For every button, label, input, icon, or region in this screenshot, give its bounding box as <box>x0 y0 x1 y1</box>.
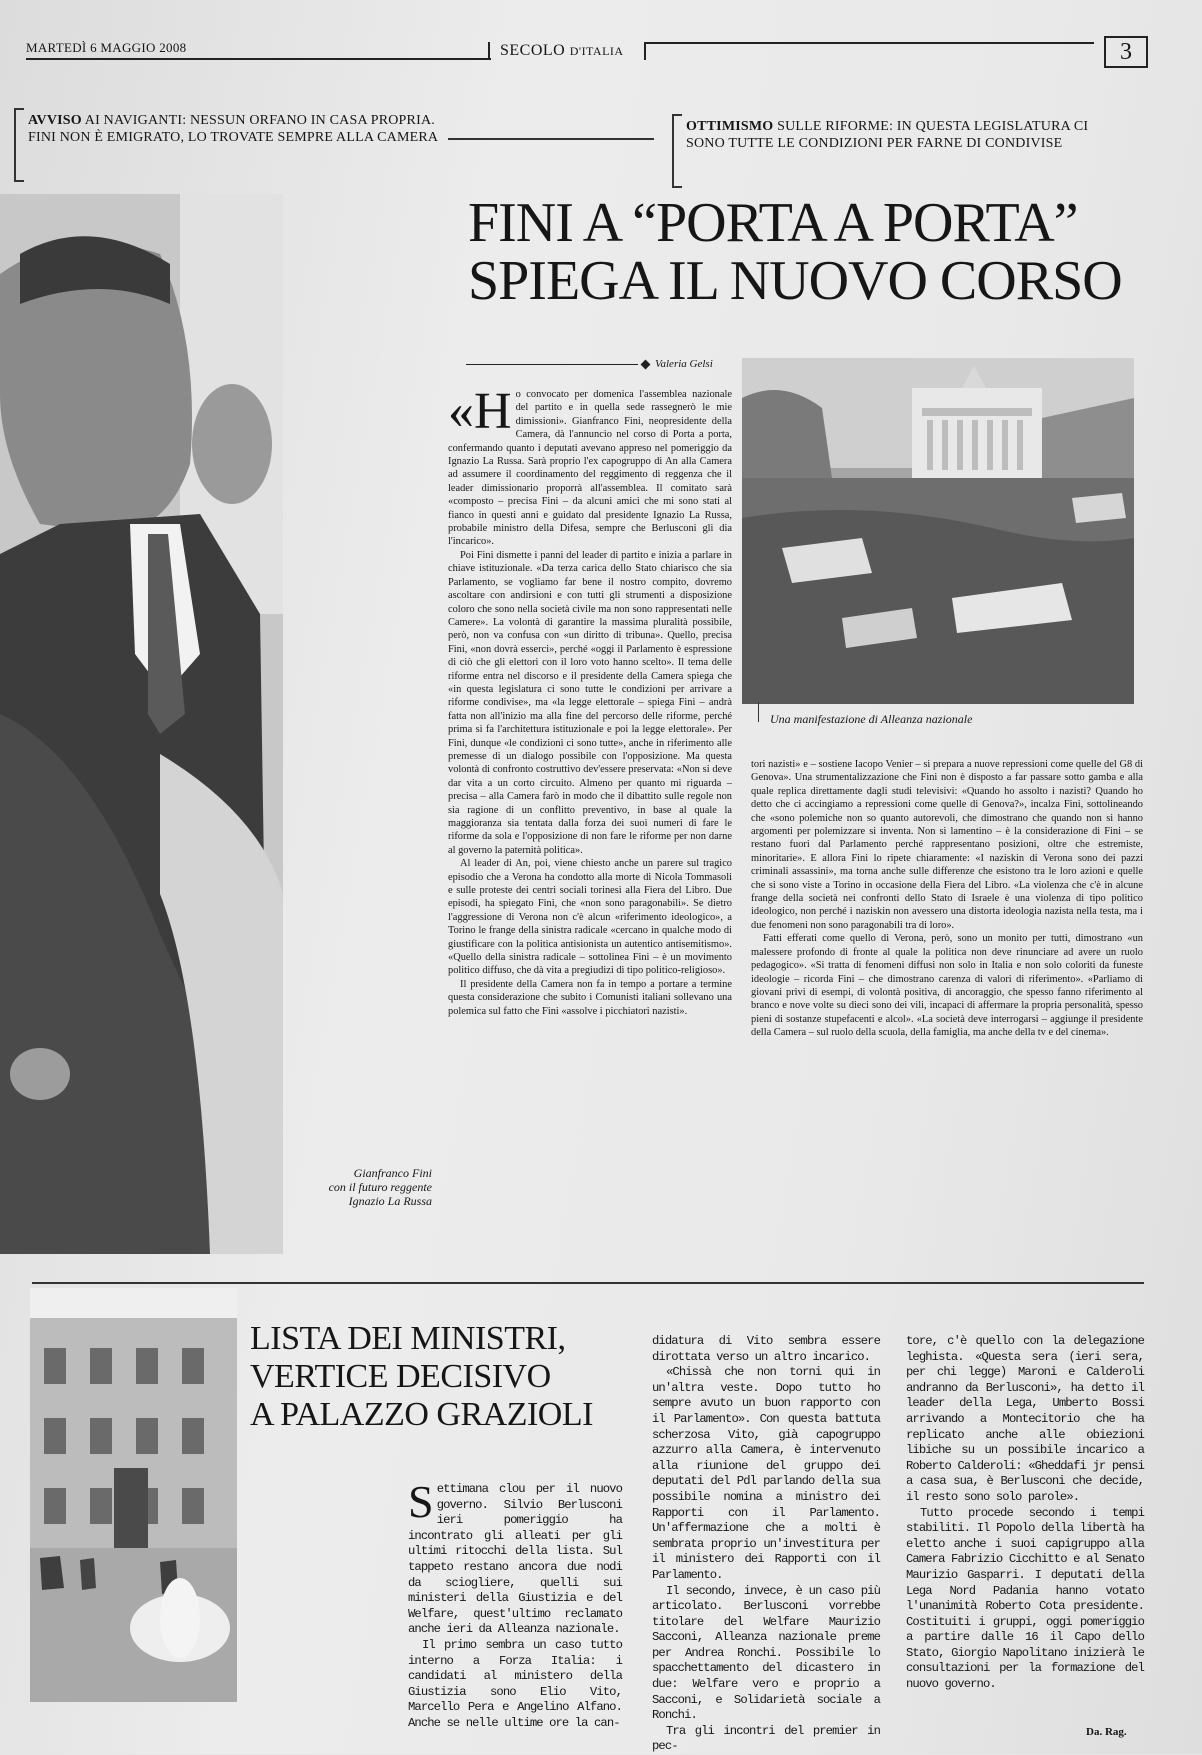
masthead-rule-right <box>644 42 1094 44</box>
kicker-divider <box>448 138 654 140</box>
second-story-column-1: Settimana clou per il nuovo governo. Silvio Berlusconi ieri pomeriggio ha incontrato gli alleati per gli ultimi ritocchi della lista. Sul tappeto restano ancora due nodi da sciogliere, quelli sui ministeri della Giustizia e del Welfare, quest'ultimo reclamato anche ieri da Alleanza nazionale. Il primo sembra un caso tutto interno a Forza Italia: i candidati al ministero della Giustizia sono Elio Vito, Marcello Pera e Angelino Alfano. Anche se nelle ultime ore la can- <box>408 1476 622 1730</box>
second-headline: LISTA DEI MINISTRI, VERTICE DECISIVO A PALAZZO GRAZIOLI <box>250 1320 593 1433</box>
portrait-photo-drawing <box>0 194 283 1254</box>
issue-date: MARTEDÌ 6 MAGGIO 2008 <box>26 40 187 55</box>
story-divider <box>32 1282 1144 1284</box>
kicker-left: AVVISO AI NAVIGANTI: NESSUN ORFANO IN CASA PROPRIA. FINI NON È EMIGRATO, LO TROVATE SEMPRE ALLA CAMERA <box>28 112 448 146</box>
kicker-bracket <box>14 108 24 182</box>
second-story-column-3: tore, c'è quello con la delegazione leghista. «Questa sera (ieri sera, per chi legge) Maroni e Calderoli andranno da Berlusconi», ha detto il leader della Lega, Umberto Bossi arrivando a Montecitorio che ha replicato anche alle obiezioni libiche su un possibile incarico a Roberto Calderoli: «Gheddafi jr pensi a casa sua, è Berlusconi che decide, il resto sono solo parole». Tutto procede secondo i tempi stabiliti. Il Popolo della libertà ha eletto anche i suoi capigruppo alla Camera Fabrizio Cicchitto e al Senato Maurizio Gasparri. I deputati della Lega Nord Padania hanno votato l'unanimità Roberto Cota presidente. Costituiti i gruppi, oggi pomeriggio a partire dalle 16 il Capo dello Stato, Giorgio Napolitano inizierà le consultazioni per la formazione del nuovo governo. <box>906 1334 1144 1692</box>
main-dropcap: «H <box>448 383 512 440</box>
author-signature: Da. Rag. <box>1086 1726 1127 1738</box>
main-story-column-2: tori nazisti» e – sostiene Iacopo Venier – si prepara a nuove repressioni come quelle del G8 di Genova». Una strumentalizzazione che Fini non è disposto a far passare sotto gamba e alla quale replica direttamente dagli studi televisivi: «Quando ho assolto i nazisti? Quando ho detto che ci accingiamo a repressioni come quelle di Genova?», incalza Fini, sottolineando che «sono polemiche non so quanto autorevoli, che dimostrano che quando non si hanno argomenti per polemizzare si inventa. Non si lamentino – è la considerazione di Fini – se restano fuori dal Parlamento perché rappresentano posizioni, oltre che estremiste, minoritarie». E allora Fini lo ripete chiaramente: «I naziskin di Verona sono dei pazzi criminali assassini», ma torna anche sulle differenze che esistono tra le loro azioni e quelle che si sono viste a Torino in occasione della Fiera del Libro. «La violenza che c'è in alcune frange della società nei confronti dello Stato di Israele è una violenza di tipo politico ideologico, non perché i naziskin non avessero una distorta ideologia nazista nella testa, ma i due fenomeni non sono paragonabili tra di loro». Fatti efferati come quello di Verona, però, sono un monito per tutti, dimostrano «un malessere profondo di fronte al quale la politica non deve rinunciare ad avere un ruolo pedagogico». «Si tratta di fenomeni diffusi non solo in Italia e non solo coloriti da funeste ideologie – ricorda Fini – che dimostrano carenza di valori di riferimento». «Parliamo di giovani privi di esempi, di volontà positiva, di ancoraggio, che spesso fanno riferimento al branco e nove volte su dieci sono dei vili, incapaci di affermare la propria personalità, spesso pieni di sostanze stupefacenti e alcol». «La società deve interrogarsi – aggiunge il presidente della Camera – sul ruolo della scuola, della famiglia, ma anche della tv e del cinema». <box>751 759 1143 1039</box>
second-story-column-2: didatura di Vito sembra essere dirottata verso un altro incarico. «Chissà che non torni qui in un'altra veste. Dopo tutto ho sempre avuto un buon rapporto con il Parlamento». Con questa battuta scherzosa Vito, già capogruppo azzurro alla Camera, è intervenuto alla riunione del gruppo dei deputati del Pdl parlando della sua possibile nomina a ministro dei Rapporti con il Parlamento. Un'affermazione che a molti è sembrata proprio un'investitura per il ministero dei Rapporti con il Parlamento. Il secondo, invece, è un caso più articolato. Berlusconi vorrebbe titolare del Welfare Maurizio Sacconi, Alleanza nazionale preme per Andrea Ronchi. Possibile lo spacchettamento del dicastero in due: Welfare vero e proprio a Sacconi, e Solidarietà sociale a Ronchi. Tra gli incontri del premier in pec- <box>652 1334 880 1754</box>
masthead-rule-left-end <box>488 42 490 60</box>
second-dropcap: S <box>408 1476 433 1527</box>
demonstration-photo-drawing <box>742 358 1134 704</box>
masthead-rule-right-start <box>644 42 646 60</box>
main-headline: FINI A “PORTA A PORTA” SPIEGA IL NUOVO CORSO <box>468 192 1122 312</box>
portrait-photo <box>0 194 283 1254</box>
demonstration-photo <box>742 358 1134 704</box>
byline-rule <box>466 364 638 365</box>
kicker-bracket <box>672 114 682 188</box>
demonstration-caption: Una manifestazione di Alleanza nazionale <box>770 712 1130 727</box>
palazzo-photo <box>30 1288 237 1702</box>
kicker-right: OTTIMISMO SULLE RIFORME: IN QUESTA LEGISLATURA CI SONO TUTTE LE CONDIZIONI PER FARNE DI CONDIVISE <box>686 118 1106 152</box>
main-story-column-1: «Ho convocato per domenica l'assemblea nazionale del partito e in quella sede rassegnerò le mie dimissioni». Gianfranco Fini, neopresidente della Camera, dà l'annuncio nel corso di Porta a porta, confermando quanto i deputati avevano appreso nel pomeriggio da Ignazio La Russa. Sarà proprio l'ex capogruppo di An alla Camera ad assumere il coordinamento del reggimento di reggenza che il leader dimissionario proporrà all'assemblea. Il comitato sarà «composto – precisa Fini – da alcuni amici che mi sono stati al fianco in questi anni e guidato dal presidente Ignazio La Russa, probabile ministro della Difesa, sempre che Berlusconi gli dia l'incarico». Poi Fini dismette i panni del leader di partito e inizia a parlare in chiave istituzionale. «Da terza carica dello Stato chiarisco che sia Parlamento, se vogliamo far bene il nostro compito, dovremo ascoltare con andirsioni e con tutti gli strumenti a disposizione coloro che sono nella società civile ma non sono rappresentati nelle Camere». La volontà di garantire la massima pluralità possibile, però, non va confusa con «un diritto di tribuna». Quello, precisa Fini, «non dovrà esserci», perché «oggi il Parlamento è espressione di ciò che gli elettori con il loro voto hanno scelto». Il tema delle riforme entra nel discorso e il presidente della Camera spiega che «in questa legislatura ci sono tutte le condizioni per arrivare a riforme condivise», ma «la legge elettorale – spiega Fini – andrà fatta non all'inizio ma alla fine del percorso delle riforme, perché prima si fa l'architettura istituzionale e poi la legge elettorale». Per Fini, dunque «le condizioni ci sono tutte», anche in riferimento alle premesse di un dialogo possibile con l'opposizione. Ma questa volontà di confronto costruttivo dev'essere preservata: «Non si deve dar vita a un corto circuito. Almeno per quanto mi riguarda – precisa – alla Camera farò in modo che il dibattito sulle regole non sia ragione di un conflitto preventivo, in base al quale la maggioranza sia tentata dalla forza dei suoi numeri di fare le riforme da sola e l'opposizione di non fare le riforme per non darne al governo la paternità politica». Al leader di An, poi, viene chiesto anche un parere sul tragico episodio che a Verona ha condotto alla morte di Nicola Tommasoli e sulle proteste dei centri sociali torinesi alla Fiera del Libro. Due episodi, ha spiegato Fini, che «non sono paragonabili». Se dietro l'aggressione di Verona non c'è alcun «riferimento ideologico», a Torino le frange della sinistra radicale «cercano in qualche modo di giustificare con la politica antisionista un autentico antisemitismo». «Quello della sinistra radicale – sottolinea Fini – è un movimento politico diffuso, che dà vita a pregiudizi di tipo politico-religioso». Il presidente della Camera non fa in tempo a portare a termine questa considerazione che subito i Comunisti italiani sollevano una polemica sul fatto che Fini «assolve i picchiatori nazisti». <box>448 383 732 1017</box>
masthead-rule-left <box>26 58 491 60</box>
masthead <box>26 36 1176 66</box>
caption-tick <box>758 702 759 722</box>
portrait-caption: Gianfranco Fini con il futuro reggente Ignazio La Russa <box>328 1166 432 1208</box>
byline-diamond-icon <box>641 360 651 370</box>
byline: Valeria Gelsi <box>466 358 726 370</box>
paper-name: SECOLO D'ITALIA <box>500 42 624 59</box>
page-number: 3 <box>1104 36 1148 68</box>
palazzo-photo-drawing <box>30 1288 237 1702</box>
